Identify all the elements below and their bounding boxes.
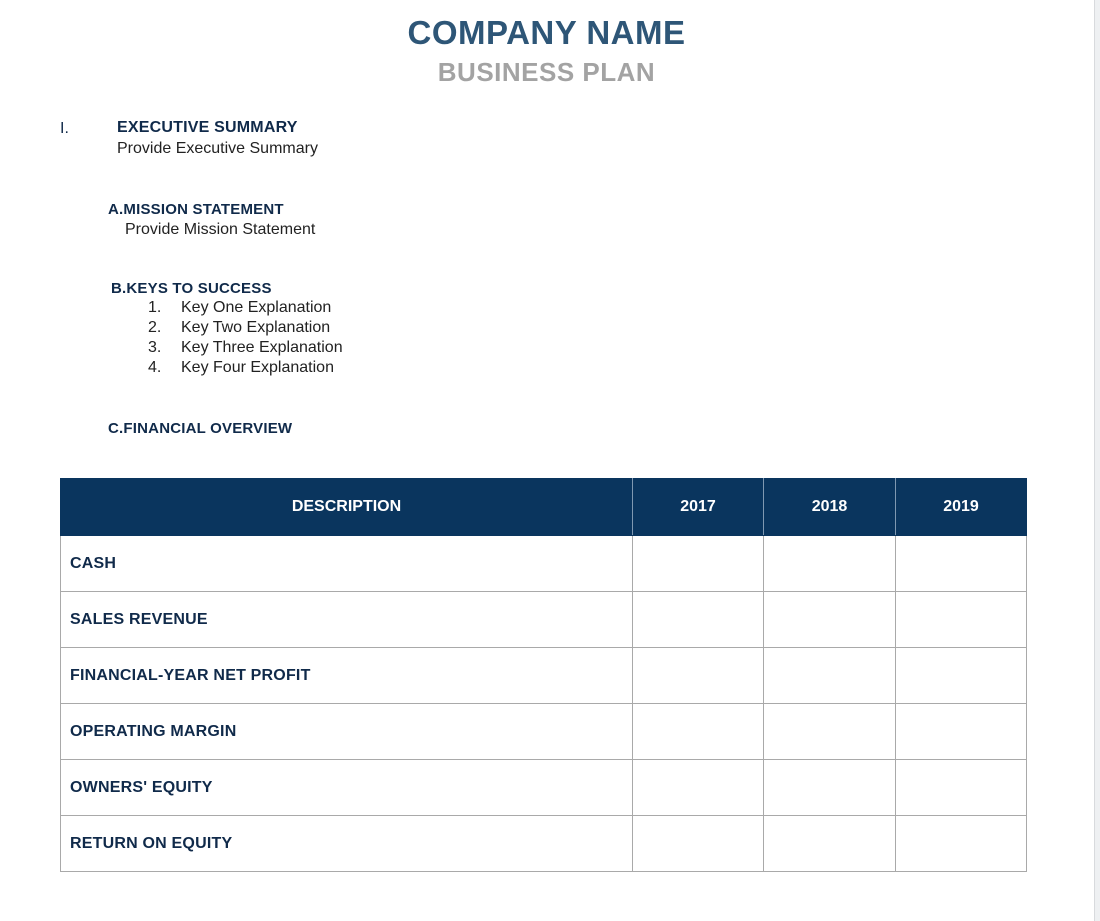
table-row [61, 760, 1027, 816]
column-header-2017: 2017 [633, 479, 764, 536]
value-cell-2019[interactable] [896, 536, 1027, 592]
row-label: RETURN ON EQUITY [61, 816, 633, 872]
list-item [148, 298, 343, 318]
company-name: COMPANY NAME [407, 14, 686, 51]
mission-statement-text: Provide Mission Statement [125, 221, 316, 238]
value-cell-2019[interactable] [896, 704, 1027, 760]
list-item [148, 318, 343, 338]
list-item-number: 3. [148, 339, 162, 356]
table-row [61, 536, 1027, 592]
value-cell-2019[interactable] [896, 648, 1027, 704]
list-item-text: Key Two Explanation [181, 319, 331, 336]
value-cell-2019[interactable] [896, 760, 1027, 816]
value-cell-2018[interactable] [764, 704, 896, 760]
table-row [61, 816, 1027, 872]
row-label: OWNERS' EQUITY [61, 760, 633, 816]
value-cell-2017[interactable] [633, 536, 764, 592]
section-number: I. [60, 120, 69, 137]
value-cell-2018[interactable] [764, 760, 896, 816]
list-item [148, 358, 343, 378]
table-header-row [61, 479, 1027, 536]
value-cell-2018[interactable] [764, 536, 896, 592]
document-subtitle: BUSINESS PLAN [437, 57, 656, 87]
row-label: FINANCIAL-YEAR NET PROFIT [61, 648, 633, 704]
value-cell-2019[interactable] [896, 592, 1027, 648]
table-row [61, 648, 1027, 704]
keys-to-success-list [148, 298, 343, 378]
executive-summary-text: Provide Executive Summary [117, 140, 318, 157]
financial-overview-table [60, 478, 1027, 872]
value-cell-2018[interactable] [764, 592, 896, 648]
column-header-description: DESCRIPTION [61, 479, 633, 536]
mission-statement-heading: A.MISSION STATEMENT [108, 201, 284, 218]
table-row [61, 704, 1027, 760]
keys-to-success-heading: B.KEYS TO SUCCESS [111, 280, 272, 297]
table-row [61, 592, 1027, 648]
list-item-text: Key Four Explanation [181, 359, 334, 376]
column-header-2019: 2019 [896, 479, 1027, 536]
financial-overview-heading: C.FINANCIAL OVERVIEW [108, 420, 293, 437]
list-item [148, 338, 343, 358]
value-cell-2019[interactable] [896, 816, 1027, 872]
list-item-number: 1. [148, 299, 162, 316]
list-item-text: Key Three Explanation [181, 339, 343, 356]
value-cell-2017[interactable] [633, 760, 764, 816]
list-item-number: 2. [148, 319, 162, 336]
list-item-text: Key One Explanation [181, 299, 332, 316]
value-cell-2017[interactable] [633, 704, 764, 760]
value-cell-2017[interactable] [633, 648, 764, 704]
value-cell-2017[interactable] [633, 592, 764, 648]
column-header-2018: 2018 [764, 479, 896, 536]
value-cell-2018[interactable] [764, 648, 896, 704]
executive-summary-heading: EXECUTIVE SUMMARY [117, 119, 298, 136]
row-label: CASH [61, 536, 633, 592]
value-cell-2017[interactable] [633, 816, 764, 872]
page-edge [1094, 0, 1100, 921]
value-cell-2018[interactable] [764, 816, 896, 872]
list-item-number: 4. [148, 359, 162, 376]
row-label: SALES REVENUE [61, 592, 633, 648]
row-label: OPERATING MARGIN [61, 704, 633, 760]
